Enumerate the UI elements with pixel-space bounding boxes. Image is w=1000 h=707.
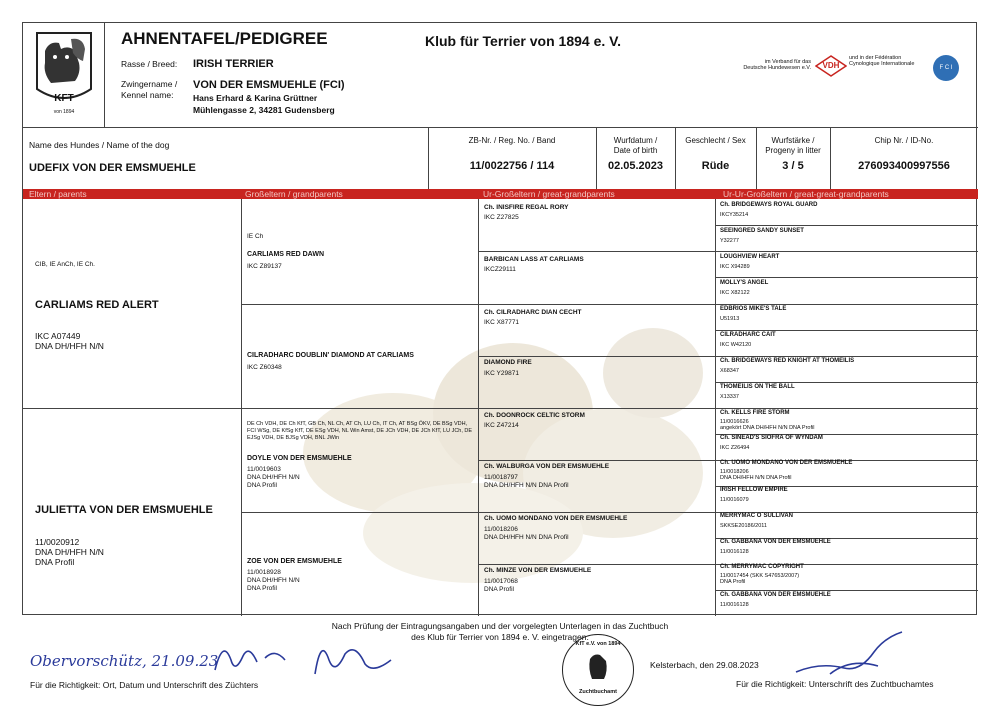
gggp9-note: angekört DNA DH/HFH N/N DNA Profil [720, 425, 815, 431]
gggp6-reg: IKC W42120 [720, 342, 752, 348]
gggp1-name: Ch. BRIDGEWAYS ROYAL GUARD [720, 202, 818, 208]
fci-logo [933, 55, 959, 81]
chip-value: 276093400997556 [858, 160, 950, 172]
gggp11-note: DNA DH/HFH N/N DNA Profil [720, 475, 792, 481]
gggp14-name: Ch. GABBANA VON DER EMSMUEHLE [720, 539, 831, 545]
sire-name: CARLIAMS RED ALERT [35, 299, 159, 311]
dob-label-1: Wurfdatum / [613, 136, 658, 145]
fci-text-1: und in der Fédération [849, 55, 902, 61]
ggp2-reg: IKCZ29111 [484, 266, 516, 273]
ggp2-name: BARBICAN LASS AT CARLIAMS [484, 256, 584, 263]
pedigree-sheet [22, 22, 977, 615]
gggp5-reg: U51913 [720, 316, 740, 322]
ggp8-reg: 11/0017068 [484, 578, 518, 585]
logo-letters: KFT [54, 93, 74, 104]
dob-value: 02.05.2023 [607, 160, 664, 172]
fci-text-2: Cynologique Internationale [849, 61, 915, 67]
ggp8-name: Ch. MINZE VON DER EMSMUEHLE [484, 567, 592, 574]
gggp9-reg: 11/0016626 [720, 419, 749, 425]
gggp14-reg: 11/0016128 [720, 549, 749, 555]
dob-label-2: Date of birth [613, 146, 658, 155]
club-stamp [562, 634, 634, 706]
stamp-top-text: KfT e.V. von 1894 [575, 641, 621, 647]
gggp15-reg: 11/0017454 (SKK S47653/2007) [720, 573, 800, 579]
gp1-titles: IE Ch [247, 233, 264, 240]
breed-label: Rasse / Breed: [121, 59, 178, 69]
gggp8-name: THOMEILIS ON THE BALL [720, 384, 795, 390]
ggp7-note: DNA DH/HFH N/N DNA Profil [484, 534, 569, 541]
owner-address: Mühlengasse 2, 34281 Gudensberg [193, 105, 335, 115]
ggp3-name: Ch. CILRADHARC DIAN CECHT [484, 309, 582, 316]
ggp6-name: Ch. WALBURGA VON DER EMSMUEHLE [484, 463, 610, 470]
gp3-note-2: DNA Profil [247, 482, 277, 489]
gggp2-reg: Y32277 [720, 238, 739, 244]
gggp10-name: Ch. SINEAD'S SIOFRA OF WYNDAM [720, 435, 823, 441]
dog-name-label: Name des Hundes / Name of the dog [29, 140, 170, 150]
gggp1-reg: IKCY35214 [720, 212, 749, 218]
breeder-signature-icon [205, 630, 415, 682]
gggp3-name: LOUGHVIEW HEART [720, 254, 780, 260]
sire-note: DNA DH/HFH N/N [35, 341, 104, 351]
sire-reg: IKC A07449 [35, 331, 81, 341]
ggp7-name: Ch. UOMO MONDANO VON DER EMSMUEHLE [484, 515, 628, 522]
vdh-logo-text: VDH [822, 61, 840, 70]
col-great-great-grandparents: Ur-Ur-Großeltern / great-great-grandparents [723, 189, 889, 199]
breeder-place-date-handwritten: Obervorschütz, 21.09.23 [30, 652, 219, 670]
kennel-value: VON DER EMSMUEHLE (FCI) [193, 79, 345, 91]
gp1-name: CARLIAMS RED DAWN [247, 251, 324, 258]
ggp6-note: DNA DH/HFH N/N DNA Profil [484, 482, 569, 489]
reg-value: 11/0022756 / 114 [469, 160, 555, 172]
vdh-text-1: im Verband für das [764, 59, 811, 65]
gp3-note: DNA DH/HFH N/N [247, 474, 300, 481]
document-title: AHNENTAFEL/PEDIGREE [121, 29, 328, 48]
gp4-reg: 11/0018928 [247, 569, 281, 576]
gggp13-name: MERRYMAC O`SULLIVAN [720, 513, 793, 519]
registration-statement-1: Nach Prüfung der Eintragungsangaben und der vorgelegten Unterlagen in das Zuchtbuch [331, 621, 669, 631]
ggp1-reg: IKC Z27825 [484, 214, 519, 221]
ggp8-note: DNA Profil [484, 586, 514, 593]
gggp3-reg: IKC X94289 [720, 264, 750, 270]
gggp7-name: Ch. BRIDGEWAYS RED KNIGHT AT THOMEILIS [720, 358, 855, 364]
gp3-name: DOYLE VON DER EMSMUEHLE [247, 455, 352, 462]
gggp7-reg: X68347 [720, 368, 739, 374]
litter-label-2: Progeny in litter [765, 146, 821, 155]
ggp4-reg: IKC Y29871 [484, 370, 519, 377]
gggp15-note: DNA Profil [720, 579, 746, 585]
ggp5-reg: IKC Z47214 [484, 422, 519, 429]
gggp4-name: MOLLY'S ANGEL [720, 280, 769, 286]
gggp16-name: Ch. GABBANA VON DER EMSMUEHLE [720, 592, 831, 598]
stamp-bottom-text: Zuchtbuchamt [579, 689, 617, 695]
kennel-label-2: Kennel name: [121, 90, 174, 100]
litter-label-1: Wurfstärke / [771, 136, 815, 145]
gggp16-reg: 11/0016128 [720, 602, 749, 608]
col-grandparents: Großeltern / grandparents [245, 189, 343, 199]
col-parents: Eltern / parents [29, 189, 87, 199]
dam-note: DNA DH/HFH N/N [35, 547, 104, 557]
ggp7-reg: 11/0018206 [484, 526, 518, 533]
chip-label: Chip Nr. / ID-No. [874, 136, 934, 145]
stamp-terrier-icon [586, 653, 610, 683]
gggp13-reg: SKKSE20186/2011 [720, 523, 767, 529]
dam-note-2: DNA Profil [35, 557, 75, 567]
column-header-bar [23, 189, 978, 199]
dam-reg: 11/0020912 [35, 537, 80, 547]
gggp2-name: SEEINGRED SANDY SUNSET [720, 228, 804, 234]
kennel-label-1: Zwingername / [121, 79, 178, 89]
gggp9-name: Ch. KELLS FIRE STORM [720, 410, 790, 416]
office-place-date: Kelsterbach, den 29.08.2023 [650, 660, 759, 670]
gp3-reg: 11/0019603 [247, 466, 281, 473]
ggp3-reg: IKC X87771 [484, 319, 520, 326]
club-logo [23, 23, 105, 127]
owner-name: Hans Erhard & Karina Grüttner [193, 93, 318, 103]
gp1-reg: IKC Z89137 [247, 263, 282, 270]
gggp11-reg: 11/0018206 [720, 469, 749, 475]
litter-value: 3 / 5 [782, 160, 804, 172]
gp4-note: DNA DH/HFH N/N [247, 577, 300, 584]
gggp5-name: EDBRIOS MIKE'S TALE [720, 306, 787, 312]
gggp10-reg: IKC Z26494 [720, 445, 750, 451]
vdh-text-2: Deutsche Hundewesen e.V. [743, 65, 811, 71]
gggp11-name: Ch. UOMO MONDANO VON DER EMSMUEHLE [720, 460, 853, 466]
dam-name: JULIETTA VON DER EMSMUEHLE [35, 504, 213, 516]
sex-value: Rüde [701, 160, 730, 172]
ggp6-reg: 11/0018797 [484, 474, 518, 481]
reg-label: ZB-Nr. / Reg. No. / Band [468, 136, 556, 145]
gggp12-reg: 11/0016079 [720, 497, 749, 503]
gggp8-reg: X13337 [720, 394, 739, 400]
ggp5-name: Ch. DOONROCK CELTIC STORM [484, 412, 585, 419]
sire-titles: CIB, IE AnCh, IE Ch. [35, 261, 95, 268]
office-signature-icon [790, 628, 910, 680]
gp2-reg: IKC Z60348 [247, 364, 282, 371]
fci-logo-text: F C I [939, 65, 953, 71]
ggp4-name: DIAMOND FIRE [484, 359, 532, 366]
gp3-titles: DE Ch VDH, DE Ch KfT, GB Ch, NL Ch, AT Ch, LU Ch, IT Ch, AT BSg ÖKV, DE BSg VDH, FCI WSg, DE KfSg KfT, DE ESg VDH, NL Win Amst, DE JCh VDH, DE JCh KfT, LU JCh, DE EJSg VDH, DE BJSg VDH, BNL JWin [247, 421, 473, 441]
gp2-name: CILRADHARC DOUBLIN' DIAMOND AT CARLIAMS [247, 352, 414, 359]
office-confirmation-label: Für die Richtigkeit: Unterschrift des Zuchtbuchamtes [736, 679, 934, 689]
ggp1-name: Ch. INISFIRE REGAL RORY [484, 204, 569, 211]
gp4-name: ZOE VON DER EMSMUEHLE [247, 558, 342, 565]
gggp12-name: IRISH FELLOW EMPIRE [720, 487, 788, 493]
breeder-confirmation-label: Für die Richtigkeit: Ort, Datum und Unterschrift des Züchters [30, 680, 259, 690]
registration-statement-2: des Klub für Terrier von 1894 e. V. eingetragen. [411, 632, 589, 642]
col-great-grandparents: Ur-Großeltern / great-grandparents [483, 189, 615, 199]
club-name: Klub für Terrier von 1894 e. V. [425, 33, 622, 49]
dog-name: UDEFIX VON DER EMSMUEHLE [29, 162, 196, 174]
gggp6-name: CILRADHARC CAIT [720, 332, 776, 338]
breed-value: IRISH TERRIER [193, 58, 274, 70]
gggp15-name: Ch. MERRYMAC COPYRIGHT [720, 564, 804, 570]
gggp4-reg: IKC X82122 [720, 290, 750, 296]
gp4-note-2: DNA Profil [247, 585, 277, 592]
sex-label: Geschlecht / Sex [685, 136, 746, 145]
logo-year: von 1894 [53, 109, 75, 115]
vdh-logo [815, 55, 847, 77]
